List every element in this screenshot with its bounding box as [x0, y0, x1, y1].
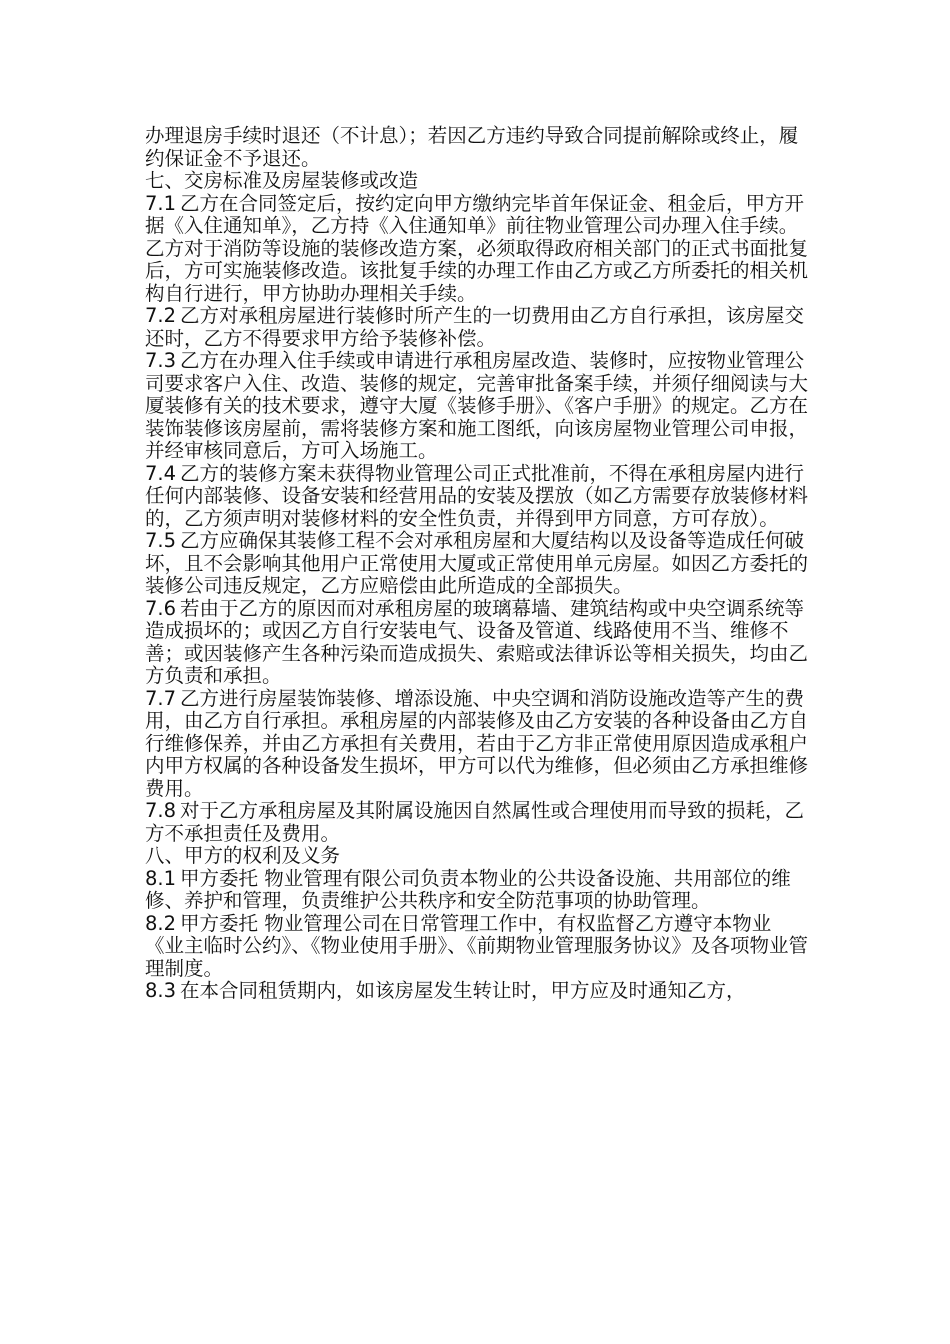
clause-7-2: 7.2 乙方对承租房屋进行装修时所产生的一切费用由乙方自行承担，该房屋交还时，乙方不得要求甲方给予装修补偿。 — [145, 304, 805, 350]
clause-7-5: 7.5 乙方应确保其装修工程不会对承租房屋和大厦结构以及设备等造成任何破坏，且不会影响其他用户正常使用大厦或正常使用单元房屋。如因乙方委托的装修公司违反规定，乙方应赔偿由此所造成的全部损失。 — [145, 529, 809, 597]
clause-8-3: 8.3 在本合同租赁期内，如该房屋发生转让时，甲方应及时通知乙方， — [145, 979, 746, 1002]
clause-7-3: 7.3 乙方在办理入住手续或申请进行承租房屋改造、装修时，应按物业管理公司要求客户入住、改造、装修的规定，完善审批备案手续，并须仔细阅读与大厦装修有关的技术要求，遵守大厦《装修手册》、《客户手册》的规定。乙方在装饰装修该房屋前，需将装修方案和施工图纸，向该房屋物业管理公司申报，并经审核同意后，方可入场施工。 — [145, 349, 809, 462]
section-heading-7: 七、交房标准及房屋装修或改造 — [145, 169, 419, 192]
clause-7-4: 7.4 乙方的装修方案未获得物业管理公司正式批准前，不得在承租房屋内进行任何内部装修、设备安装和经营用品的安装及摆放（如乙方需要存放装修材料的，乙方须声明对装修材料的安全性负责，并得到甲方同意，方可存放）。 — [145, 461, 809, 530]
paragraph-continuation: 办理退房手续时退还（不计息）；若因乙方违约导致合同提前解除或终止，履约保证金不予退还。 — [145, 124, 799, 170]
section-heading-8: 八、甲方的权利及义务 — [145, 844, 341, 867]
document-page — [145, 125, 810, 1003]
clause-7-1: 7.1 乙方在合同签定后，按约定向甲方缴纳完毕首年保证金、租金后，甲方开据《入住通知单》，乙方持《入住通知单》前往物业管理公司办理入住手续。乙方对于消防等设施的装修改造方案，必须取得政府相关部门的正式书面批复后，方可实施装修改造。该批复手续的办理工作由乙方或乙方所委托的相关机构自行进行，甲方协助办理相关手续。 — [145, 191, 809, 305]
clause-8-2: 8.2 甲方委托 物业管理公司在日常管理工作中，有权监督乙方遵守本物业《业主临时公约》、《物业使用手册》、《前期物业管理服务协议》及各项物业管理制度。 — [145, 911, 809, 980]
clause-7-7: 7.7 乙方进行房屋装饰装修、增添设施、中央空调和消防设施改造等产生的费用，由乙方自行承担。承租房屋的内部装修及由乙方安装的各种设备由乙方自行维修保养，并由乙方承担有关费用，若由于乙方非正常使用原因造成承租户内甲方权属的各种设备发生损坏，甲方可以代为维修，但必须由乙方承担维修费用。 — [145, 686, 809, 800]
clause-7-6: 7.6 若由于乙方的原因而对承租房屋的玻璃幕墙、建筑结构或中央空调系统等造成损坏的；或因乙方自行安装电气、设备及管道、线路使用不当、维修不善；或因装修产生各种污染而造成损失、索赔或法律诉讼等相关损失，均由乙方负责和承担。 — [145, 596, 809, 687]
clause-7-8: 7.8 对于乙方承租房屋及其附属设施因自然属性或合理使用而导致的损耗，乙方不承担责任及费用。 — [145, 799, 805, 845]
clause-8-1: 8.1 甲方委托 物业管理有限公司负责本物业的公共设备设施、共用部位的维修、养护和管理，负责维护公共秩序和安全防范事项的协助管理。 — [145, 866, 791, 912]
